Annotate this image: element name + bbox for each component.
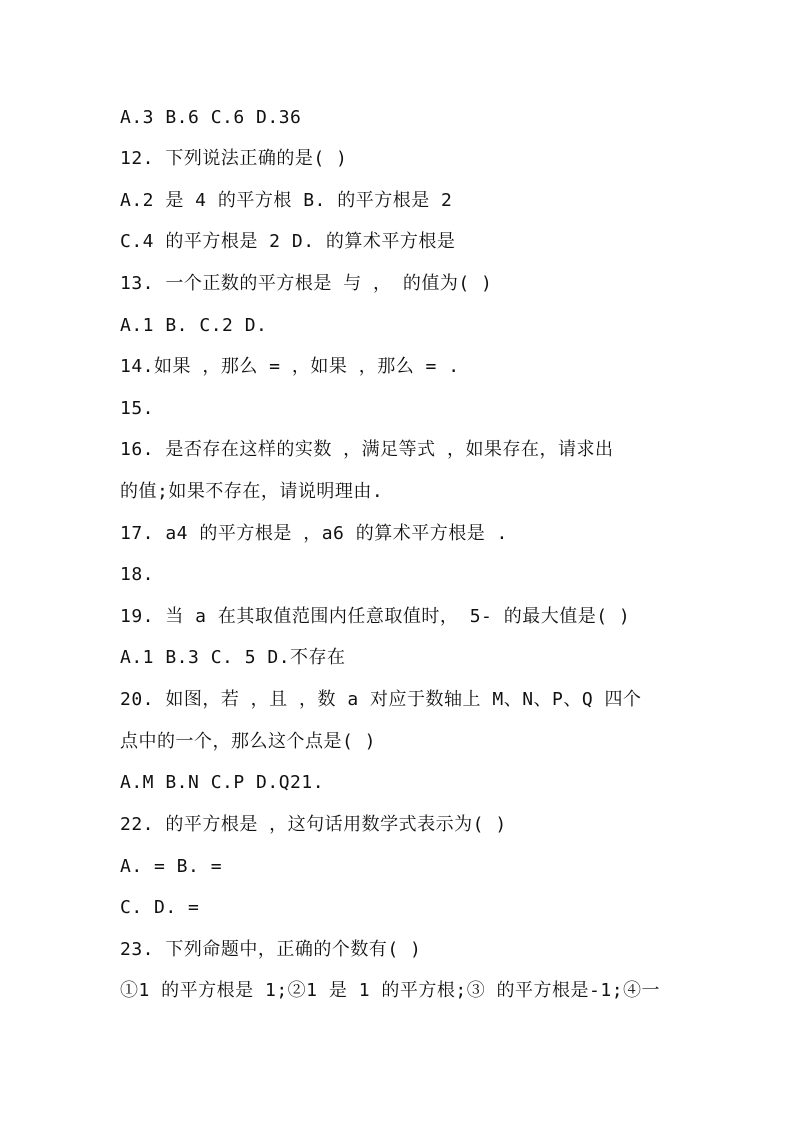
text-line: A.M B.N C.P D.Q21. — [120, 772, 325, 793]
text-line: A.3 B.6 C.6 D.36 — [120, 107, 302, 128]
text-line: 20. 如图，若 ，且 ，数 a 对应于数轴上 M、N、P、Q 四个 — [120, 689, 642, 710]
text-line: 16. 是否存在这样的实数 ，满足等式 ，如果存在，请求出 — [120, 439, 614, 460]
text-line: 14.如果 ，那么 = ，如果 ，那么 = . — [120, 356, 460, 377]
text-line: A. = B. = — [120, 856, 223, 877]
text-line: 13. 一个正数的平方根是 与 ， 的值为( ) — [120, 273, 493, 294]
text-line: 的值;如果不存在，请说明理由. — [120, 481, 384, 502]
text-line: ①1 的平方根是 1;②1 是 1 的平方根;③ 的平方根是-1;④一 — [120, 980, 661, 1001]
text-line: A.1 B. C.2 D. — [120, 315, 268, 336]
text-line: 18. — [120, 564, 155, 585]
text-line: C.4 的平方根是 2 D. 的算术平方根是 — [120, 231, 456, 252]
text-line: A.2 是 4 的平方根 B. 的平方根是 2 — [120, 190, 453, 211]
text-line: 23. 下列命题中，正确的个数有( ) — [120, 939, 422, 960]
text-line: C. D. = — [120, 897, 200, 918]
text-line: 12. 下列说法正确的是( ) — [120, 148, 348, 169]
text-line: A.1 B.3 C. 5 D.不存在 — [120, 647, 346, 668]
text-line: 15. — [120, 398, 155, 419]
text-line: 19. 当 a 在其取值范围内任意取值时， 5- 的最大值是( ) — [120, 606, 631, 627]
text-line: 22. 的平方根是 ，这句话用数学式表示为( ) — [120, 814, 507, 835]
text-line: 17. a4 的平方根是 ，a6 的算术平方根是 . — [120, 523, 508, 544]
text-line: 点中的一个，那么这个点是( ) — [120, 731, 377, 752]
